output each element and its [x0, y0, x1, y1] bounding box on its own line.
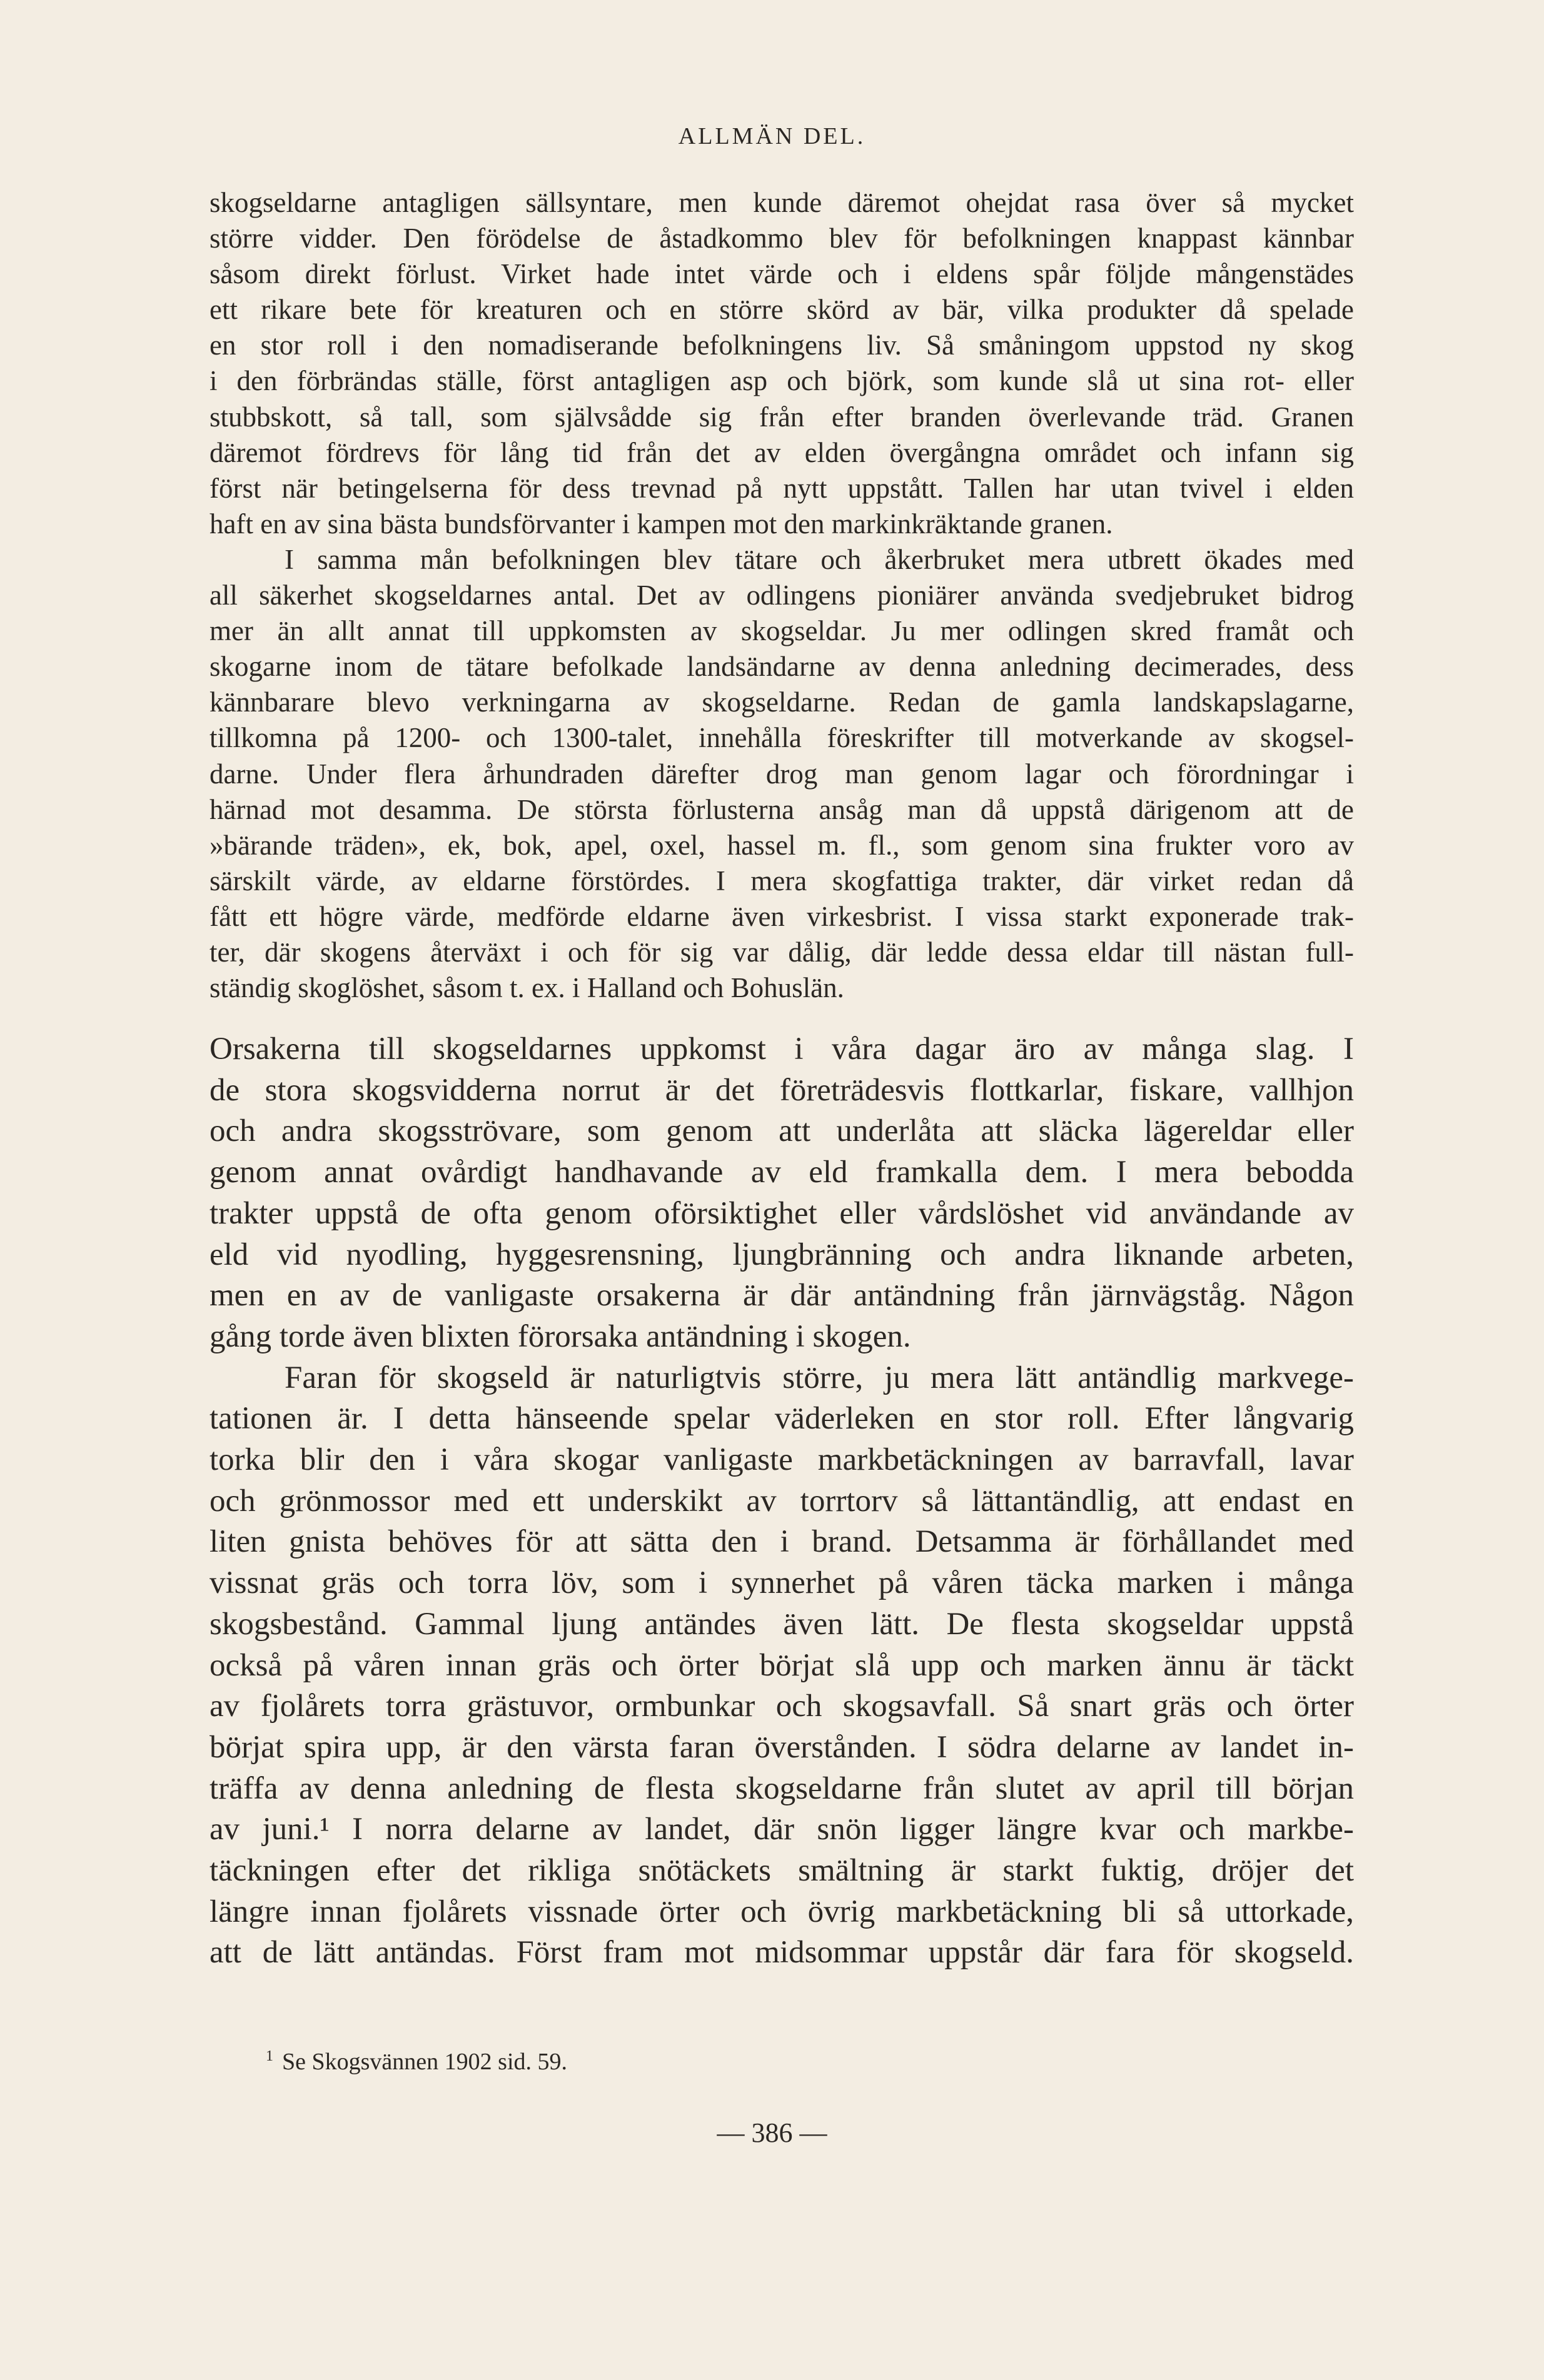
text-line: trakter uppstå de ofta genom oförsiktighet eller vårdslöshet vid användande av — [209, 1195, 1354, 1231]
paragraph-2 — [209, 542, 1354, 1006]
text-line: all säkerhet skogseldarnes antal. Det av odlingens pioniärer använda svedjebruket bidrog — [209, 580, 1354, 611]
text-line: stubbskott, så tall, som självsådde sig från efter branden överlevande träd. Granen — [209, 401, 1354, 433]
text-line: genom annat ovårdigt handhavande av eld framkalla dem. I mera bebodda — [209, 1155, 1354, 1190]
text-line: mer än allt annat till uppkomsten av skogseldar. Ju mer odlingen skred framåt och — [209, 615, 1354, 647]
text-line: särskilt värde, av eldarne förstördes. I mera skogfattiga trakter, där virket redan då — [209, 865, 1354, 896]
page-number: — 386 — — [717, 2117, 827, 2148]
text-line: liten gnista behöves för att sätta den i brand. Detsamma är förhållandet med — [209, 1524, 1354, 1560]
text-line: skogseldarne antagligen sällsyntare, men kunde däremot ohejdat rasa över så mycket — [209, 187, 1354, 218]
text-line: såsom direkt förlust. Virket hade intet värde och i eldens spår följde mångenstädes — [209, 258, 1354, 290]
text-line: också på våren innan gräs och örter börjat slå upp och marken ännu är täckt — [209, 1647, 1354, 1683]
text-line: däremot fördrevs för lång tid från det av elden övergångna området och infann sig — [209, 436, 1354, 468]
text-line: ständig skoglöshet, såsom t. ex. i Halland och Bohuslän. — [209, 972, 844, 1004]
text-line: kännbarare blevo verkningarna av skogseldarne. Redan de gamla landskapslagarne, — [209, 686, 1354, 718]
text-line: »bärande träden», ek, bok, apel, oxel, hassel m. fl., som genom sina frukter voro av — [209, 829, 1354, 861]
text-line: och andra skogsströvare, som genom att underlåta att släcka lägereldar eller — [209, 1113, 1354, 1149]
text-line: ter, där skogens återväxt i och för sig var dålig, där ledde dessa eldar till nästan full- — [209, 936, 1354, 968]
text-line: träffa av denna anledning de flesta skogseldarne från slutet av april till början — [209, 1770, 1354, 1806]
text-line: darne. Under flera århundraden därefter drog man genom lagar och förordningar i — [209, 758, 1354, 790]
text-line: i den förbrändas ställe, först antagligen asp och björk, som kunde slå ut sina rot- eller — [209, 365, 1354, 397]
text-line: av juni.¹ I norra delarne av landet, där snön ligger längre kvar och markbe- — [209, 1812, 1354, 1847]
paragraph-1 — [209, 185, 1354, 542]
text-line: större vidder. Den förödelse de åstadkommo blev för befolkningen knappast kännbar — [209, 223, 1354, 254]
section-large-type — [209, 1029, 1354, 1974]
text-line: de stora skogsvidderna norrut är det företrädesvis flottkarlar, fiskare, vallhjon — [209, 1072, 1354, 1108]
text-line: en stor roll i den nomadiserande befolkningens liv. Så småningom uppstod ny skog — [209, 329, 1354, 361]
text-line: eld vid nyodling, hyggesrensning, ljungbränning och andra liknande arbeten, — [209, 1237, 1354, 1272]
text-line: gång torde även blixten förorsaka antändning i skogen. — [209, 1318, 911, 1354]
text-line: tationen är. I detta hänseende spelar väderleken en stor roll. Efter långvarig — [209, 1401, 1354, 1437]
text-line: I samma mån befolkningen blev tätare och åkerbruket mera utbrett ökades med — [285, 543, 1354, 575]
footnote-marker: 1 — [266, 2048, 273, 2065]
footnote-text: Se Skogsvännen 1902 sid. 59. — [282, 2049, 567, 2075]
text-line: och grönmossor med ett underskikt av torrtorv så lättantändlig, att endast en — [209, 1483, 1354, 1519]
text-line: börjat spira upp, är den värsta faran överstånden. I södra delarne av landet in- — [209, 1729, 1354, 1765]
text-line: torka blir den i våra skogar vanligaste markbetäckningen av barravfall, lavar — [209, 1442, 1354, 1478]
text-line: täckningen efter det rikliga snötäckets smältning är starkt fuktig, dröjer det — [209, 1853, 1354, 1889]
text-line: först när betingelserna för dess trevnad på nytt uppstått. Tallen har utan tvivel i elden — [209, 472, 1354, 504]
text-line: fått ett högre värde, medförde eldarne även virkesbrist. I vissa starkt exponerade trak- — [209, 900, 1354, 932]
footnote — [266, 2048, 567, 2076]
section-small-type — [209, 185, 1354, 1006]
text-line: tillkomna på 1200- och 1300-talet, innehålla föreskrifter till motverkande av skogsel- — [209, 722, 1354, 754]
text-line: men en av de vanligaste orsakerna är där antändning från järnvägståg. Någon — [209, 1278, 1354, 1313]
text-line: skogsbestånd. Gammal ljung antändes även lätt. De flesta skogseldar uppstå — [209, 1606, 1354, 1642]
text-line: härnad mot desamma. De största förlusterna ansåg man då uppstå därigenom att de — [209, 793, 1354, 825]
paragraph-4 — [209, 1358, 1354, 1974]
text-line: av fjolårets torra grästuvor, ormbunkar och skogsavfall. Så snart gräs och örter — [209, 1689, 1354, 1724]
text-line: Orsakerna till skogseldarnes uppkomst i våra dagar äro av många slag. I — [209, 1032, 1354, 1067]
text-line: ett rikare bete för kreaturen och en större skörd av bär, vilka produkter då spelade — [209, 294, 1354, 326]
text-line: haft en av sina bästa bundsförvanter i kampen mot den markinkräktande granen. — [209, 508, 1113, 540]
text-line: att de lätt antändas. Först fram mot midsommar uppstår där fara för skogseld. — [209, 1935, 1354, 1971]
text-line: längre innan fjolårets vissnade örter och övrig markbetäckning bli så uttorkade, — [209, 1894, 1354, 1929]
text-line: skogarne inom de tätare befolkade landsändarne av denna anledning decimerades, dess — [209, 651, 1354, 683]
paragraph-3 — [209, 1029, 1354, 1358]
running-head: ALLMÄN DEL. — [678, 123, 866, 149]
text-line: vissnat gräs och torra löv, som i synnerhet på våren täcka marken i många — [209, 1565, 1354, 1601]
text-line: Faran för skogseld är naturligtvis större, ju mera lätt antändlig markvege- — [285, 1360, 1354, 1395]
